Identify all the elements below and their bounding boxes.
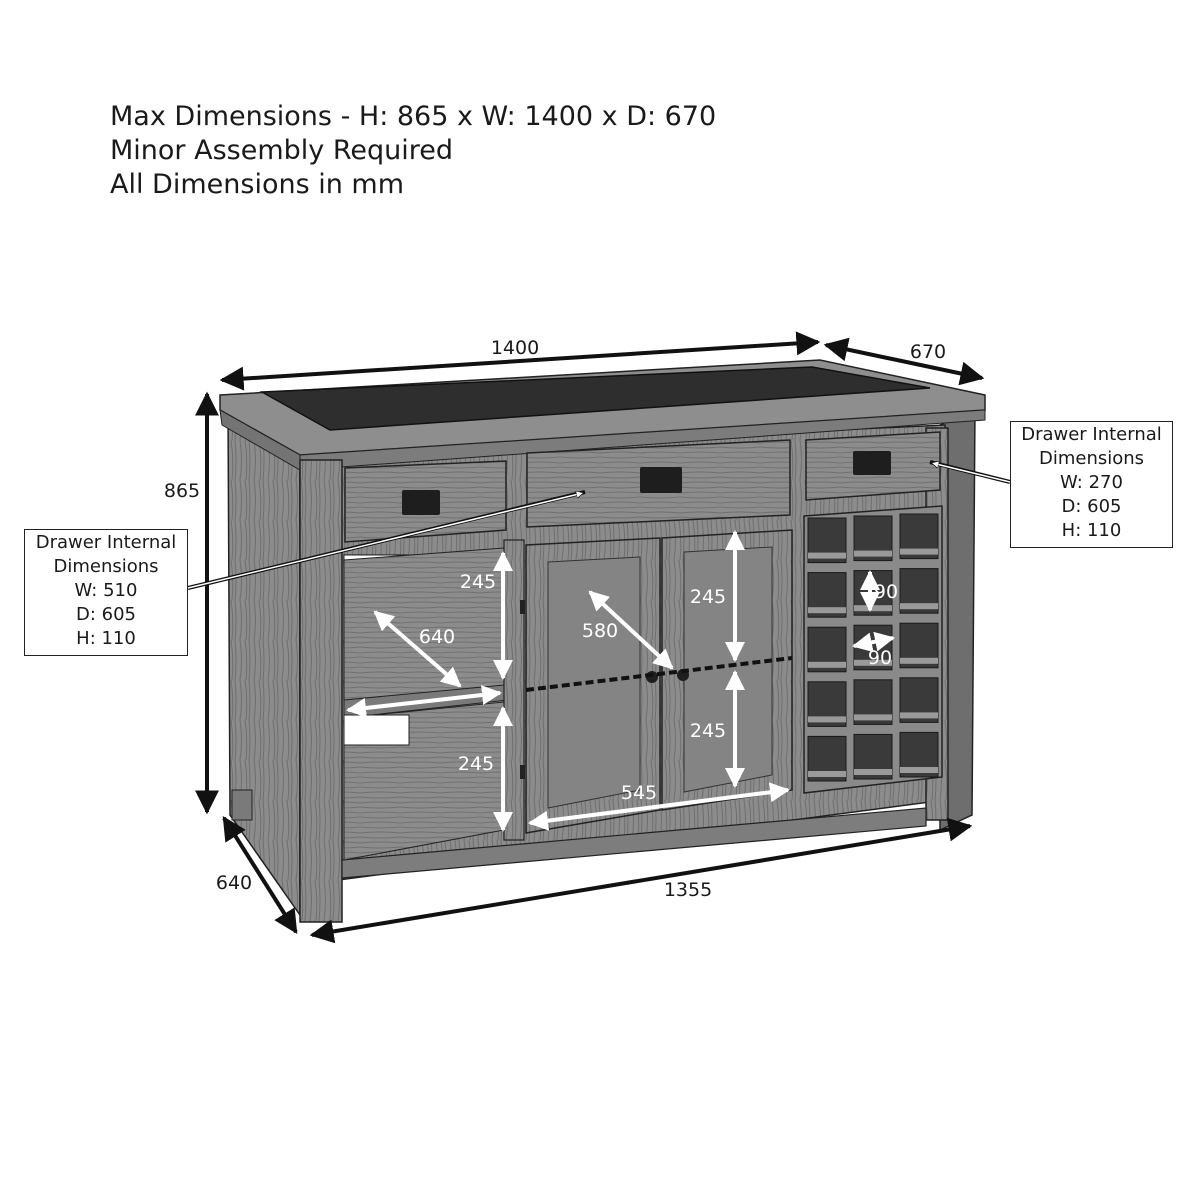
units-note: All Dimensions in mm bbox=[110, 169, 405, 200]
drawer-info-box-left bbox=[24, 529, 188, 656]
drawer-info-width: W: 270 bbox=[1060, 472, 1123, 493]
drawer-info-depth: D: 605 bbox=[75, 604, 136, 625]
label-height: 865 bbox=[163, 480, 201, 502]
label-top-depth: 670 bbox=[909, 341, 947, 363]
max-dimensions-text: Max Dimensions - H: 865 x W: 1400 x D: 670 bbox=[110, 101, 717, 132]
drawer-info-height: H: 110 bbox=[1061, 520, 1122, 541]
wine-rack-cell-base bbox=[808, 716, 846, 722]
open-shelving bbox=[344, 548, 508, 860]
drawer-info-title: Drawer Internal bbox=[35, 532, 177, 553]
label-shelf-depth: 640 bbox=[418, 626, 456, 648]
drawer-info-height: H: 110 bbox=[76, 628, 136, 649]
assembly-note: Minor Assembly Required bbox=[110, 135, 453, 166]
drawer-left-handle bbox=[402, 490, 440, 515]
wine-rack-cell-base bbox=[900, 767, 938, 773]
front-left-leg bbox=[300, 460, 342, 922]
label-top-width: 1400 bbox=[490, 337, 540, 359]
wine-rack-cell-base bbox=[808, 771, 846, 777]
wine-rack-cell-base bbox=[900, 712, 938, 718]
wine-rack-cell-base bbox=[900, 549, 938, 555]
wine-rack-cell-base bbox=[900, 603, 938, 609]
wine-rack-cell-base bbox=[808, 662, 846, 668]
label-cupboard-lower-height: 245 bbox=[689, 720, 727, 742]
label-base-depth: 640 bbox=[215, 872, 253, 894]
wine-rack-cell-base bbox=[900, 658, 938, 664]
drawer-center bbox=[527, 440, 790, 527]
label-cupboard-upper-height: 245 bbox=[689, 586, 727, 608]
drawer-info-depth: D: 605 bbox=[1061, 496, 1122, 517]
drawer-info-subtitle: Dimensions bbox=[53, 556, 159, 577]
wine-rack-cell-base bbox=[854, 551, 892, 557]
wine-rack-cell-base bbox=[808, 607, 846, 613]
drawer-right-handle bbox=[853, 451, 891, 475]
drawer-right bbox=[806, 432, 940, 500]
wine-rack-cell-base bbox=[854, 769, 892, 775]
drawer-info-width: W: 510 bbox=[74, 580, 138, 601]
drawer-info-subtitle: Dimensions bbox=[1038, 448, 1145, 469]
drawer-info-title: Drawer Internal bbox=[1021, 424, 1162, 445]
drawer-center-handle bbox=[640, 467, 682, 493]
label-wine-cell-width: 90 bbox=[867, 647, 893, 669]
label-base-width: 1355 bbox=[663, 879, 713, 901]
label-wine-cell-height: 90 bbox=[873, 581, 899, 603]
wine-rack-cell-base bbox=[854, 605, 892, 611]
drawer-info-box-right bbox=[1010, 421, 1173, 548]
label-cupboard-width: 545 bbox=[620, 782, 658, 804]
label-cupboard-depth: 580 bbox=[581, 620, 619, 642]
label-shelf-upper-height: 245 bbox=[459, 571, 497, 593]
wine-rack-cell-base bbox=[854, 714, 892, 720]
label-shelf-lower-height: 245 bbox=[457, 753, 495, 775]
wine-rack-cell-base bbox=[808, 553, 846, 559]
